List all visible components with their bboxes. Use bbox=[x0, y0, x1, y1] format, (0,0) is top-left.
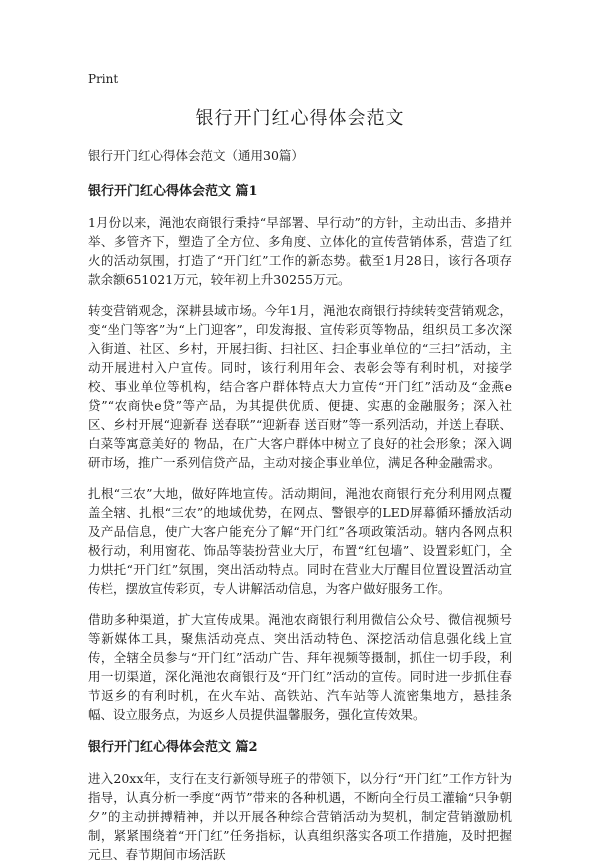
paragraph: 扎根“三农”大地，做好阵地宣传。活动期间，渑池农商银行充分利用网点覆盖全辖、扎根“三农”的地域优势，在网点、警银亭的LED屏幕循环播放活动及产品信息，使广大客户能充分了解“开门红”各项政策活动。辖内各网点积极行动，利用窗花、饰品等装扮营业大厅，布置“红包墙”、设置彩虹门，全力烘托“开门红”氛围，突出活动特点。同时在营业大厅醒目位置设置活动宣传栏，摆放宣传彩页，专人讲解活动信息，为客户做好服务工作。 bbox=[88, 486, 512, 596]
paragraph: 借助多种渠道，扩大宣传成果。渑池农商银行利用微信公众号、微信视频号等新媒体工具，聚焦活动亮点、突出活动特色、深挖活动信息强化线上宣传，全辖全员参与“开门红”活动广告、拜年视频等摄制，抓住一切手段，利用一切渠道，深化渑池农商银行及“开门红”活动的宣传。同时进一步抓住春节返乡的有利时机，在火车站、高铁站、汽车站等人流密集地方，悬挂条幅、设立服务点，为返乡人员提供温馨服务，强化宣传效果。 bbox=[88, 612, 512, 722]
paragraph: 1月份以来，渑池农商银行秉持“早部署、早行动”的方针，主动出击、多措并举、多管齐下，塑造了全方位、多角度、立体化的宣传营销体系，营造了红火的活动氛围，打造了“开门红”工作的新态势。截至1月28日，该行各项存款余额651021万元，较年初上升30255万元。 bbox=[88, 215, 512, 287]
document-title: 银行开门红心得体会范文 bbox=[195, 108, 405, 129]
paragraph: 转变营销观念，深耕县域市场。今年1月，渑池农商银行持续转变营销观念，变“坐门等客”为“上门迎客”，印发海报、宣传彩页等物品，组织员工多次深入街道、社区、乡村，开展扫街、扫社区、扫企事业单位的“三扫”活动，主动开展进村入户宣传。同时，该行利用年会、表彰会等有利时机，对接学校、事业单位等机构，结合客户群体特点大力宣传“开门红”活动及“金燕e贷”“农商快e贷”等产品，为其提供优质、便捷、实惠的金融服务；深入社区、乡村开展“迎新春 送春联”“迎新春 送百财”等一系列活动，并送上春联、白菜等寓意美好的 物品，在广大客户群体中树立了良好的社会形象；深入调研市场，推广一系列信贷产品，主动对接企事业单位，满足各种金融需求。 bbox=[88, 303, 512, 470]
print-link[interactable]: Print bbox=[88, 72, 119, 86]
document-subtitle: 银行开门红心得体会范文（通用30篇） bbox=[88, 148, 304, 163]
paragraph: 进入20xx年，支行在支行新领导班子的带领下，以分行“开门红”工作方针为指导，认真分析一季度“两节”带来的各种机遇，不断向全行员工灌输“只争朝夕”的主动拼搏精神，并以开展各种综合营销活动为契机，制定营销激励机制，紧紧围绕着“开门红”任务指标，认真组织落实各项工作措施，及时把握元旦、春节期间市场活跃 bbox=[88, 771, 512, 862]
section-heading: 银行开门红心得体会范文 篇1 bbox=[88, 184, 258, 199]
section-heading: 银行开门红心得体会范文 篇2 bbox=[88, 740, 258, 755]
